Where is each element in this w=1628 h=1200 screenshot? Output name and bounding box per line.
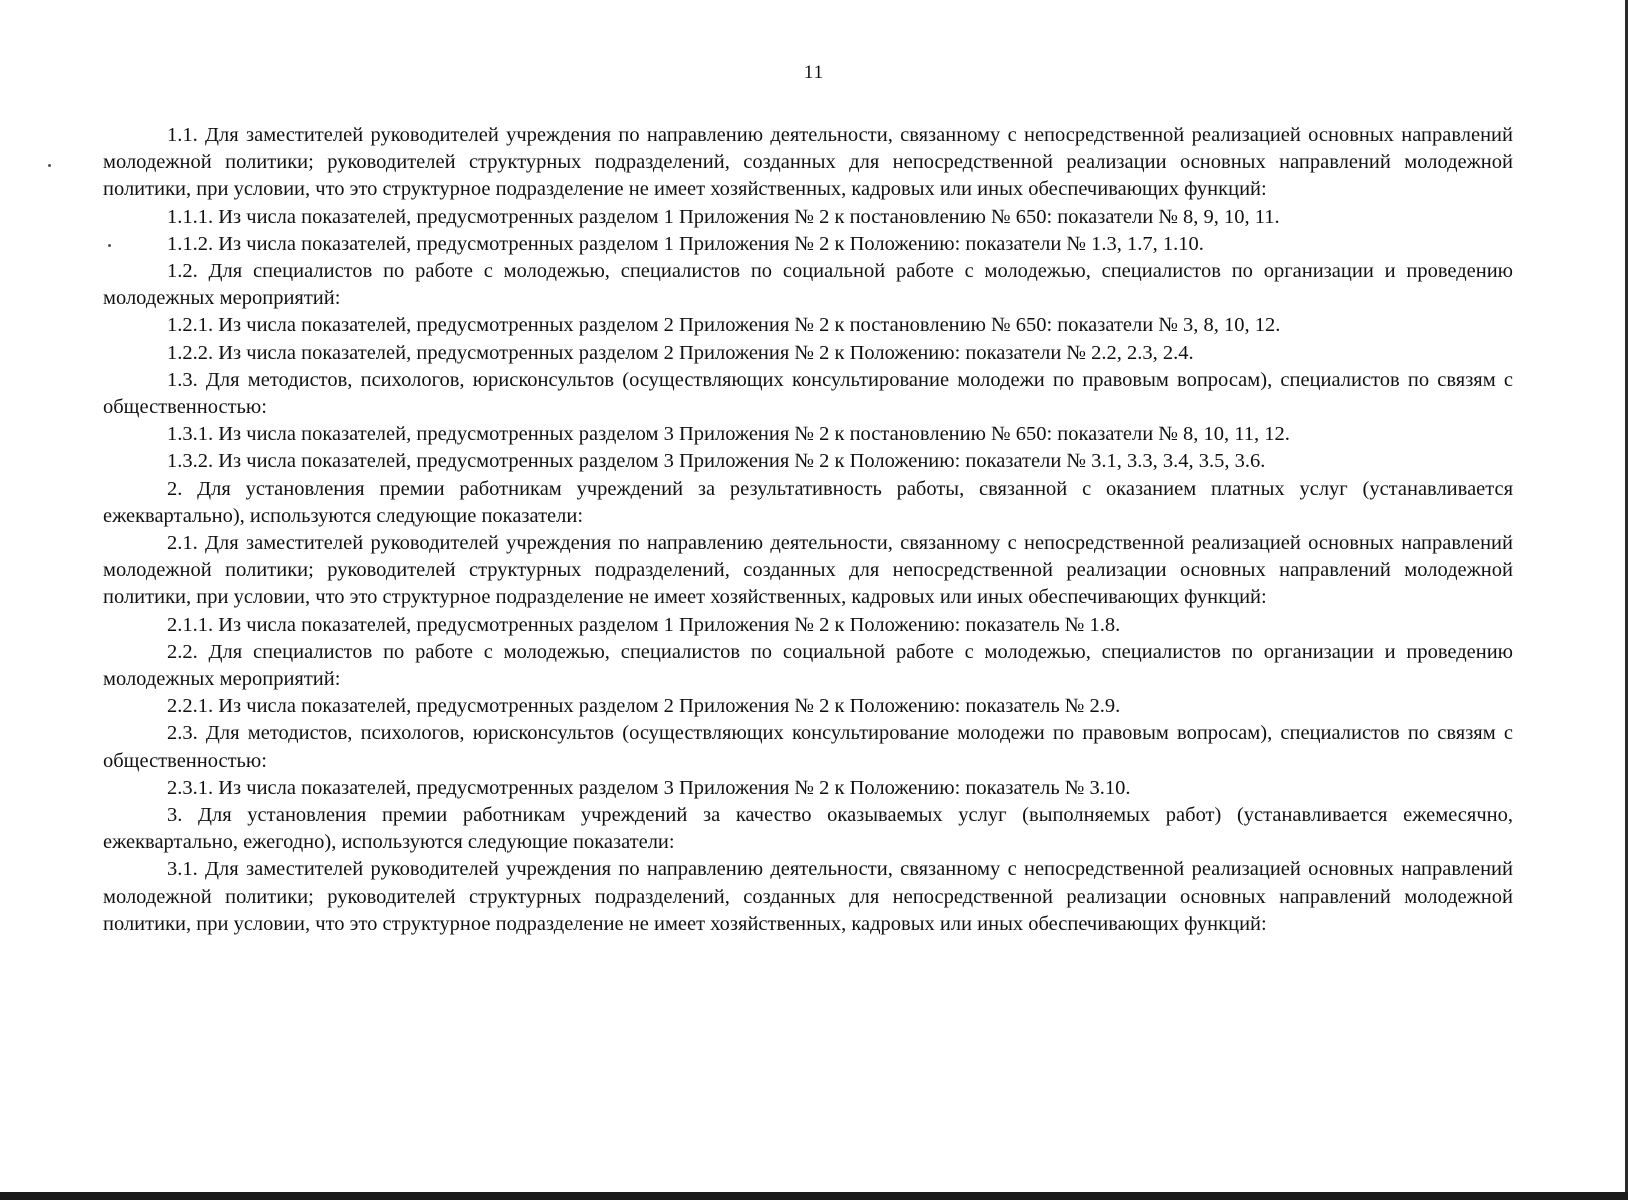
paragraph-2-2: 2.2. Для специалистов по работе с молодежью, специалистов по социальной работе с молодежью, специалистов по организации и проведению молодежных мероприятий:: [103, 640, 1513, 691]
document-body: [103, 122, 1513, 938]
scan-speck: [108, 244, 111, 247]
paragraph-1-1-1: 1.1.1. Из числа показателей, предусмотренных разделом 1 Приложения № 2 к постановлению № 650: показатели № 8, 9, 10, 11.: [167, 205, 1280, 228]
paragraph-1-2-1: 1.2.1. Из числа показателей, предусмотренных разделом 2 Приложения № 2 к постановлению № 650: показатели № 3, 8, 10, 12.: [167, 314, 1281, 337]
paragraph-1-3-2: 1.3.2. Из числа показателей, предусмотренных разделом 3 Приложения № 2 к Положению: показатели № 3.1, 3.3, 3.4, 3.5, 3.6.: [167, 450, 1266, 473]
paragraph-3-1: 3.1. Для заместителей руководителей учреждения по направлению деятельности, связанному с непосредственной реализацией основных направлений молодежной политики; руководителей структурных подразделений, созданных для непосредственной реализации основных направлений молодежной политики, при условии, что это структурное подразделение не имеет хозяйственных, кадровых или иных обеспечивающих функций:: [103, 858, 1513, 935]
scan-speck: [48, 164, 51, 167]
paragraph-2-3-1: 2.3.1. Из числа показателей, предусмотренных разделом 3 Приложения № 2 к Положению: показатель № 3.10.: [167, 776, 1131, 799]
paragraph-2: 2. Для установления премии работникам учреждений за результативность работы, связанной с оказанием платных услуг (устанавливается ежеквартально), используются следующие показатели:: [103, 477, 1513, 527]
page-number: 11: [803, 62, 825, 83]
paragraph-2-3: 2.3. Для методистов, психологов, юрисконсультов (осуществляющих консультирование молодежи по правовым вопросам), специалистов по связям с общественностью:: [103, 722, 1513, 772]
paragraph-3: 3. Для установления премии работникам учреждений за качество оказываемых услуг (выполняемых работ) (устанавливается ежемесячно, ежеквартально, ежегодно), используются следующие показатели:: [103, 804, 1513, 854]
paragraph-2-1-1: 2.1.1. Из числа показателей, предусмотренных разделом 1 Приложения № 2 к Положению: показатель № 1.8.: [167, 613, 1121, 636]
paragraph-1-2-2: 1.2.2. Из числа показателей, предусмотренных разделом 2 Приложения № 2 к Положению: показатели № 2.2, 2.3, 2.4.: [167, 341, 1194, 364]
paragraph-1-3: 1.3. Для методистов, психологов, юрисконсультов (осуществляющих консультирование молодежи по правовым вопросам), специалистов по связям с общественностью:: [103, 368, 1513, 419]
paragraph-1-2: 1.2. Для специалистов по работе с молодежью, специалистов по социальной работе с молодежью, специалистов по организации и проведению молодежных мероприятий:: [103, 260, 1513, 310]
paragraph-2-1: 2.1. Для заместителей руководителей учреждения по направлению деятельности, связанному с непосредственной реализацией основных направлений молодежной политики; руководителей структурных подразделений, созданных для непосредственной реализации основных направлений молодежной политики, при условии, что это структурное подразделение не имеет хозяйственных, кадровых или иных обеспечивающих функций:: [103, 532, 1513, 609]
paragraph-2-2-1: 2.2.1. Из числа показателей, предусмотренных разделом 2 Приложения № 2 к Положению: показатель № 2.9.: [167, 695, 1121, 718]
paragraph-1-1-2: 1.1.2. Из числа показателей, предусмотренных разделом 1 Приложения № 2 к Положению: показатели № 1.3, 1.7, 1.10.: [167, 232, 1204, 255]
paragraph-1-3-1: 1.3.1. Из числа показателей, предусмотренных разделом 3 Приложения № 2 к постановлению № 650: показатели № 8, 10, 11, 12.: [167, 423, 1290, 446]
paragraph-1-1: 1.1. Для заместителей руководителей учреждения по направлению деятельности, связанному с непосредственной реализацией основных направлений молодежной политики; руководителей структурных подразделений, созданных для непосредственной реализации основных направлений молодежной политики, при условии, что это структурное подразделение не имеет хозяйственных, кадровых или иных обеспечивающих функций:: [103, 124, 1513, 201]
scan-bottom-edge: [0, 1192, 1628, 1200]
